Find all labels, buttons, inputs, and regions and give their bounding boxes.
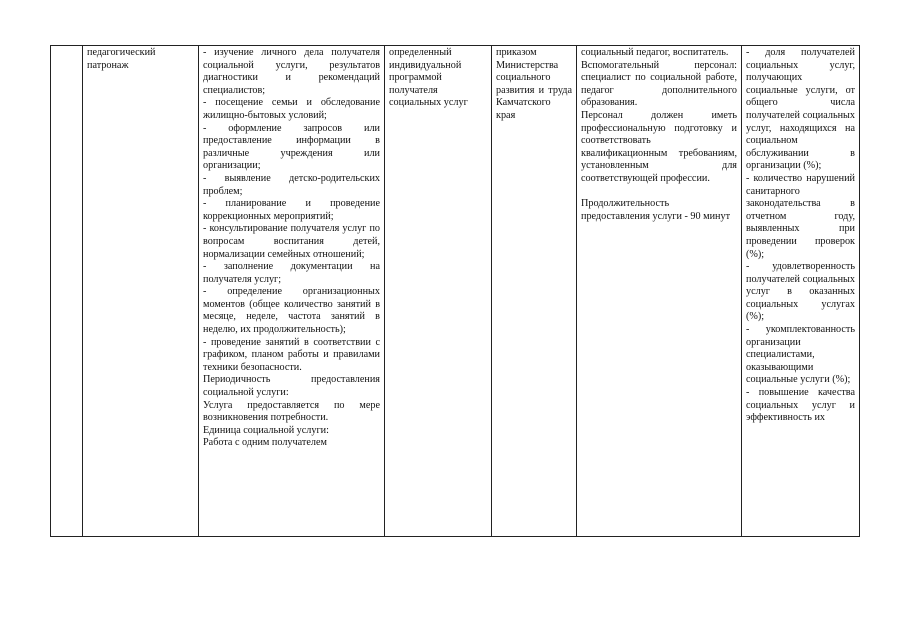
content-item: - изучение личного дела получателя социальной услуги, результатов диагностики и рекомендаций специалистов; [203,47,380,96]
content-item: - заполнение документации на получателя услуг; [203,261,380,285]
indicator-item: - количество нарушений санитарного законодательства в отчетном году, выявленных при проведении проверок (%); [746,172,855,260]
table-row [51,46,860,537]
periodicity-text: Услуга предоставляется по мере возникновения потребности. [203,399,380,424]
service-basis-cell [385,46,492,537]
content-item: - проведение занятий в соответствии с графиком, планом работы и правилами техники безопасности. [203,336,380,373]
indicator-item: - удовлетворенность получателей социальных услуг в оказанных социальных услугах (%); [746,261,855,323]
content-item: - посещение семьи и обследование жилищно-бытовых условий; [203,97,380,121]
order-reference-cell [492,46,577,537]
indicator-item: - укомплектованность организации специалистами, оказывающими социальные услуги (%); [746,324,855,386]
basis-text: определенный индивидуальной программой получателя социальных услуг [389,47,468,109]
services-table [50,45,860,537]
staff-main: социальный педагог, воспитатель. [581,47,729,58]
indicator-item: - повышение качества социальных услуг и эффективность их [746,387,855,424]
unit-heading: Единица социальной услуги: [203,424,329,436]
staff-auxiliary: Вспомогательный персонал: специалист по социальной работе, педагог дополнительного образования. [581,59,737,109]
content-item: - определение организационных моментов (общее количество занятий в месяце, неделе, частота занятий в неделю, их продолжительность); [203,286,380,336]
order-text: приказом Министерства социального развития и труда Камчатского края [496,47,572,121]
content-item: - планирование и проведение коррекционных мероприятий; [203,198,380,222]
unit-text: Работа с одним получателем [203,437,327,449]
indicators-cell [742,46,860,537]
service-content-cell [199,46,385,537]
row-number-cell [51,46,83,537]
duration-text: Продолжительность предоставления услуги - 90 минут [581,198,731,222]
content-item: - оформление запросов или предоставление информации в различные учреждения или организации; [203,122,380,172]
service-name-cell [83,46,199,537]
indicator-item: - доля получателей социальных услуг, получающих социальные услуги, от общего числа получателей социальных услуг, находящихся на социальном обслуживании в организации (%); [746,47,855,172]
service-name-line: патронаж [87,59,129,71]
content-item: - консультирование получателя услуг по вопросам воспитания детей, нормализации семейных отношений; [203,223,380,260]
spacer [581,186,737,199]
staff-requirements: Персонал должен иметь профессиональную подготовку и соответствовать квалификационным требованиям, установленным для соответствующей профессии. [581,109,737,184]
service-name-line: педагогический [87,47,156,58]
staff-cell [577,46,742,537]
content-item: - выявление детско-родительских проблем; [203,172,380,197]
periodicity-heading: Периодичность предоставления социальной услуги: [203,374,380,399]
